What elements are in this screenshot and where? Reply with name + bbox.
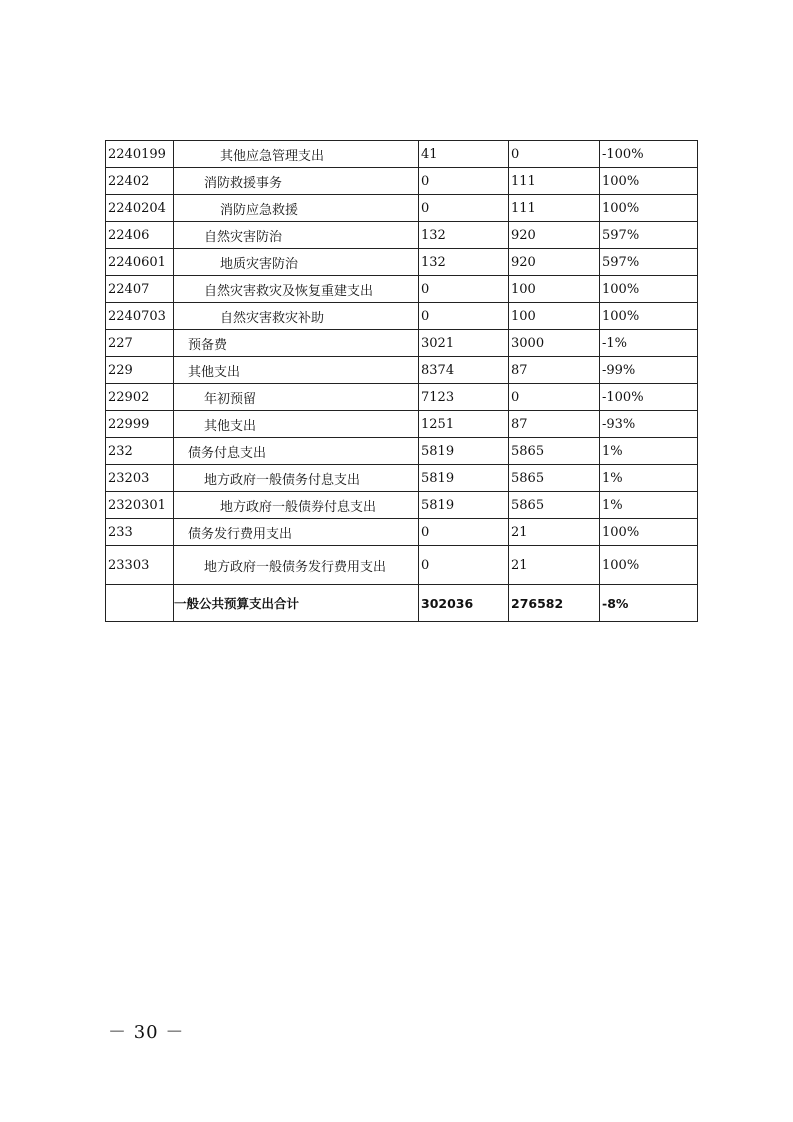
row-code: 22402	[106, 168, 174, 195]
table-row	[106, 546, 698, 585]
row-value-1: 1251	[419, 411, 509, 438]
budget-expenditure-table	[105, 140, 698, 622]
row-change-percent: 1%	[600, 465, 698, 492]
row-code: 2320301	[106, 492, 174, 519]
table-row	[106, 384, 698, 411]
row-value-1: 5819	[419, 465, 509, 492]
table-body	[106, 141, 698, 622]
row-value-1: 0	[419, 303, 509, 330]
row-code: 2240204	[106, 195, 174, 222]
row-item-name: 债务发行费用支出	[174, 519, 419, 546]
total-value-2: 276582	[509, 585, 600, 622]
row-value-2: 21	[509, 519, 600, 546]
row-value-1: 132	[419, 222, 509, 249]
row-change-percent: 100%	[600, 303, 698, 330]
table-row	[106, 168, 698, 195]
row-code: 22406	[106, 222, 174, 249]
row-code: 229	[106, 357, 174, 384]
table-row	[106, 222, 698, 249]
total-change: -8%	[600, 585, 698, 622]
row-item-name: 债务付息支出	[174, 438, 419, 465]
row-item-name: 自然灾害防治	[174, 222, 419, 249]
table-row	[106, 519, 698, 546]
row-value-2: 111	[509, 168, 600, 195]
row-value-1: 0	[419, 276, 509, 303]
row-change-percent: 1%	[600, 438, 698, 465]
row-change-percent: 100%	[600, 546, 698, 585]
row-value-1: 5819	[419, 492, 509, 519]
row-change-percent: 597%	[600, 222, 698, 249]
total-value-1: 302036	[419, 585, 509, 622]
row-value-2: 21	[509, 546, 600, 585]
row-code: 22999	[106, 411, 174, 438]
row-value-2: 5865	[509, 438, 600, 465]
total-label: 一般公共预算支出合计	[174, 585, 419, 622]
row-item-name: 消防应急救援	[174, 195, 419, 222]
row-value-1: 5819	[419, 438, 509, 465]
row-code: 2240199	[106, 141, 174, 168]
row-code: 2240601	[106, 249, 174, 276]
row-code: 227	[106, 330, 174, 357]
row-value-1: 132	[419, 249, 509, 276]
row-value-1: 0	[419, 168, 509, 195]
row-value-1: 3021	[419, 330, 509, 357]
row-change-percent: 100%	[600, 519, 698, 546]
row-value-2: 87	[509, 411, 600, 438]
row-value-1: 0	[419, 546, 509, 585]
row-value-2: 3000	[509, 330, 600, 357]
total-row	[106, 585, 698, 622]
row-change-percent: -93%	[600, 411, 698, 438]
row-item-name: 预备费	[174, 330, 419, 357]
row-item-name: 其他支出	[174, 357, 419, 384]
row-value-2: 5865	[509, 492, 600, 519]
row-value-2: 5865	[509, 465, 600, 492]
row-code: 232	[106, 438, 174, 465]
row-change-percent: -100%	[600, 141, 698, 168]
table-row	[106, 249, 698, 276]
row-code: 23203	[106, 465, 174, 492]
table-row	[106, 465, 698, 492]
row-item-name: 地方政府一般债券付息支出	[174, 492, 419, 519]
table-row	[106, 303, 698, 330]
row-item-name: 消防救援事务	[174, 168, 419, 195]
row-code: 233	[106, 519, 174, 546]
table-row	[106, 330, 698, 357]
row-change-percent: -100%	[600, 384, 698, 411]
row-item-name: 地方政府一般债务付息支出	[174, 465, 419, 492]
row-code: 22902	[106, 384, 174, 411]
row-value-2: 920	[509, 222, 600, 249]
table-row	[106, 411, 698, 438]
row-value-2: 111	[509, 195, 600, 222]
table-row	[106, 438, 698, 465]
table-row	[106, 141, 698, 168]
total-code	[106, 585, 174, 622]
row-value-1: 41	[419, 141, 509, 168]
row-change-percent: 100%	[600, 276, 698, 303]
row-code: 22407	[106, 276, 174, 303]
row-value-1: 8374	[419, 357, 509, 384]
row-item-name: 地质灾害防治	[174, 249, 419, 276]
page-number: － 30 －	[108, 1022, 185, 1043]
row-value-2: 87	[509, 357, 600, 384]
row-item-name: 其他应急管理支出	[174, 141, 419, 168]
row-change-percent: 100%	[600, 195, 698, 222]
table-row	[106, 492, 698, 519]
row-item-name: 年初预留	[174, 384, 419, 411]
row-change-percent: -99%	[600, 357, 698, 384]
row-item-name: 自然灾害救灾及恢复重建支出	[174, 276, 419, 303]
row-code: 23303	[106, 546, 174, 585]
table-row	[106, 276, 698, 303]
row-change-percent: 597%	[600, 249, 698, 276]
table-row	[106, 195, 698, 222]
row-code: 2240703	[106, 303, 174, 330]
row-value-1: 0	[419, 519, 509, 546]
row-item-name: 自然灾害救灾补助	[174, 303, 419, 330]
row-item-name: 地方政府一般债务发行费用支出	[174, 546, 419, 585]
table-row	[106, 357, 698, 384]
row-value-2: 0	[509, 384, 600, 411]
row-value-2: 0	[509, 141, 600, 168]
row-value-1: 0	[419, 195, 509, 222]
row-value-1: 7123	[419, 384, 509, 411]
row-change-percent: -1%	[600, 330, 698, 357]
row-item-name: 其他支出	[174, 411, 419, 438]
row-change-percent: 1%	[600, 492, 698, 519]
row-change-percent: 100%	[600, 168, 698, 195]
row-value-2: 100	[509, 303, 600, 330]
row-value-2: 920	[509, 249, 600, 276]
row-value-2: 100	[509, 276, 600, 303]
